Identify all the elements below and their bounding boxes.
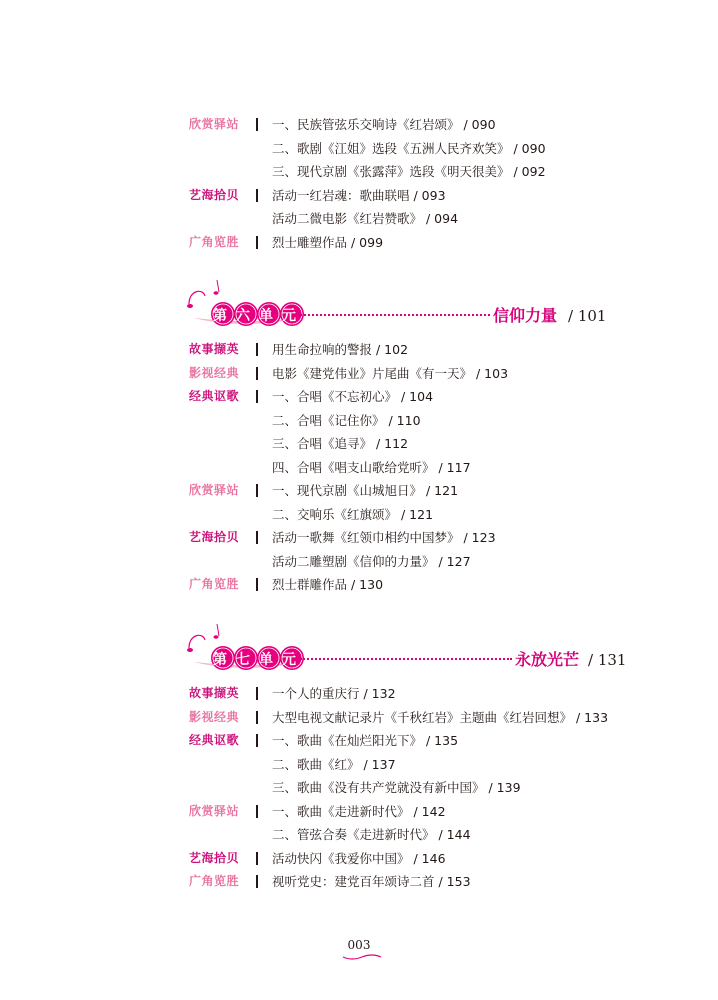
toc-row[interactable] (0, 456, 718, 480)
toc-category-label: 广角览胜 (189, 577, 240, 591)
toc-category-label: 故事撷英 (189, 342, 240, 356)
toc-entry[interactable]: 视听党史：建党百年颂诗二首 / 153 (272, 874, 471, 889)
toc-entry[interactable]: 一个人的重庆行 / 132 (272, 686, 396, 701)
toc-section-unit6 (0, 338, 718, 597)
toc-category-label: 故事撷英 (189, 686, 240, 700)
toc-entry[interactable]: 活动二微电影《红岩赞歌》 / 094 (272, 211, 459, 226)
toc-entry[interactable]: 三、合唱《追寻》 / 112 (272, 436, 409, 451)
toc-category-label: 广角览胜 (189, 234, 240, 249)
leader-dots (300, 658, 512, 660)
unit-header-6[interactable] (0, 278, 718, 338)
toc-entry[interactable]: 大型电视文献记录片《千秋红岩》主题曲《红岩回想》 / 133 (272, 709, 609, 725)
toc-row[interactable] (0, 207, 718, 231)
toc-entry[interactable]: 二、合唱《记住你》 / 110 (272, 412, 421, 428)
toc-separator (256, 189, 258, 202)
toc-category-label: 艺海拾贝 (189, 187, 240, 202)
toc-category-label: 经典讴歌 (189, 733, 240, 747)
toc-row[interactable] (0, 479, 718, 503)
toc-entry[interactable]: 烈士雕塑作品 / 099 (272, 234, 384, 250)
toc-category-label: 欣赏驿站 (189, 483, 240, 497)
toc-entry[interactable]: 活动快闪《我爱你中国》 / 146 (272, 850, 446, 866)
toc-row[interactable] (0, 823, 718, 847)
toc-entry[interactable]: 二、交响乐《红旗颂》 / 121 (272, 506, 434, 522)
toc-category-label: 艺海拾贝 (189, 850, 240, 865)
toc-section-unit7 (0, 682, 718, 894)
toc-row[interactable] (0, 800, 718, 824)
toc-separator (256, 367, 258, 380)
toc-row[interactable] (0, 870, 718, 894)
toc-row[interactable] (0, 113, 718, 137)
toc-entry[interactable]: 用生命拉响的警报 / 102 (272, 342, 409, 357)
toc-row[interactable] (0, 753, 718, 777)
toc-entry[interactable]: 一、歌曲《在灿烂阳光下》 / 135 (272, 733, 459, 748)
toc-entry[interactable]: 三、现代京剧《张露萍》选段《明天很美》 / 092 (272, 164, 546, 179)
unit-badge: 第六单元 (213, 308, 305, 324)
toc-entry[interactable]: 一、民族管弦乐交响诗《红岩颂》 / 090 (272, 117, 496, 132)
toc-separator (256, 805, 258, 818)
unit-title: 永放光芒 (515, 650, 580, 669)
unit-page: / 101 (568, 307, 607, 325)
unit-badge: 第七单元 (213, 652, 305, 668)
toc-separator (256, 236, 258, 249)
toc-row[interactable] (0, 409, 718, 433)
toc-separator (256, 875, 258, 888)
toc-separator (256, 687, 258, 700)
page-number-swash (342, 953, 382, 961)
toc-entry[interactable]: 活动一歌舞《红领巾相约中国梦》 / 123 (272, 530, 496, 545)
toc-entry[interactable]: 一、合唱《不忘初心》 / 104 (272, 389, 434, 404)
toc-separator (256, 484, 258, 497)
toc-category-label: 欣赏驿站 (189, 117, 240, 131)
toc-entry[interactable]: 活动二雕塑剧《信仰的力量》 / 127 (272, 553, 471, 569)
toc-entry[interactable]: 一、歌曲《走进新时代》 / 142 (272, 803, 446, 819)
toc-section-unit5-tail (0, 113, 718, 254)
toc-category-label: 经典讴歌 (189, 389, 240, 403)
toc-row[interactable] (0, 573, 718, 597)
toc-row[interactable] (0, 385, 718, 409)
toc-row[interactable] (0, 362, 718, 386)
unit-page: / 131 (588, 651, 627, 669)
toc-row[interactable] (0, 847, 718, 871)
toc-entry[interactable]: 四、合唱《唱支山歌给党听》 / 117 (272, 459, 471, 475)
toc-row[interactable] (0, 682, 718, 706)
toc-separator (256, 711, 258, 724)
unit-header-7[interactable] (0, 622, 718, 682)
toc-row[interactable] (0, 160, 718, 184)
toc-category-label: 广角览胜 (189, 874, 240, 888)
toc-row[interactable] (0, 338, 718, 362)
toc-separator (256, 578, 258, 591)
toc-row[interactable] (0, 776, 718, 800)
toc-separator (256, 118, 258, 131)
toc-row[interactable] (0, 184, 718, 208)
toc-entry[interactable]: 三、歌曲《没有共产党就没有新中国》 / 139 (272, 780, 521, 795)
toc-separator (256, 390, 258, 403)
toc-entry[interactable]: 二、歌剧《江姐》选段《五洲人民齐欢笑》 / 090 (272, 140, 546, 156)
toc-row[interactable] (0, 432, 718, 456)
toc-entry[interactable]: 烈士群雕作品 / 130 (272, 577, 384, 592)
toc-row[interactable] (0, 526, 718, 550)
unit-title: 信仰力量 (493, 306, 558, 325)
toc-row[interactable] (0, 137, 718, 161)
toc-row[interactable] (0, 729, 718, 753)
toc-entry[interactable]: 二、歌曲《红》 / 137 (272, 756, 396, 772)
toc-category-label: 艺海拾贝 (189, 530, 240, 544)
toc-row[interactable] (0, 231, 718, 255)
toc-entry[interactable]: 电影《建党伟业》片尾曲《有一天》 / 103 (272, 365, 509, 381)
toc-row[interactable] (0, 706, 718, 730)
leader-dots (300, 314, 490, 316)
toc-separator (256, 852, 258, 865)
toc-row[interactable] (0, 550, 718, 574)
toc-category-label: 影视经典 (189, 365, 240, 380)
toc-entry[interactable]: 活动一红岩魂：歌曲联唱 / 093 (272, 187, 446, 203)
toc-separator (256, 734, 258, 747)
toc-row[interactable] (0, 503, 718, 527)
toc-separator (256, 343, 258, 356)
toc-category-label: 影视经典 (189, 709, 240, 724)
page-number: 003 (347, 938, 371, 952)
toc-entry[interactable]: 一、现代京剧《山城旭日》 / 121 (272, 483, 459, 498)
toc-entry[interactable]: 二、管弦合奏《走进新时代》 / 144 (272, 827, 471, 842)
toc-category-label: 欣赏驿站 (189, 803, 240, 818)
toc-separator (256, 531, 258, 544)
